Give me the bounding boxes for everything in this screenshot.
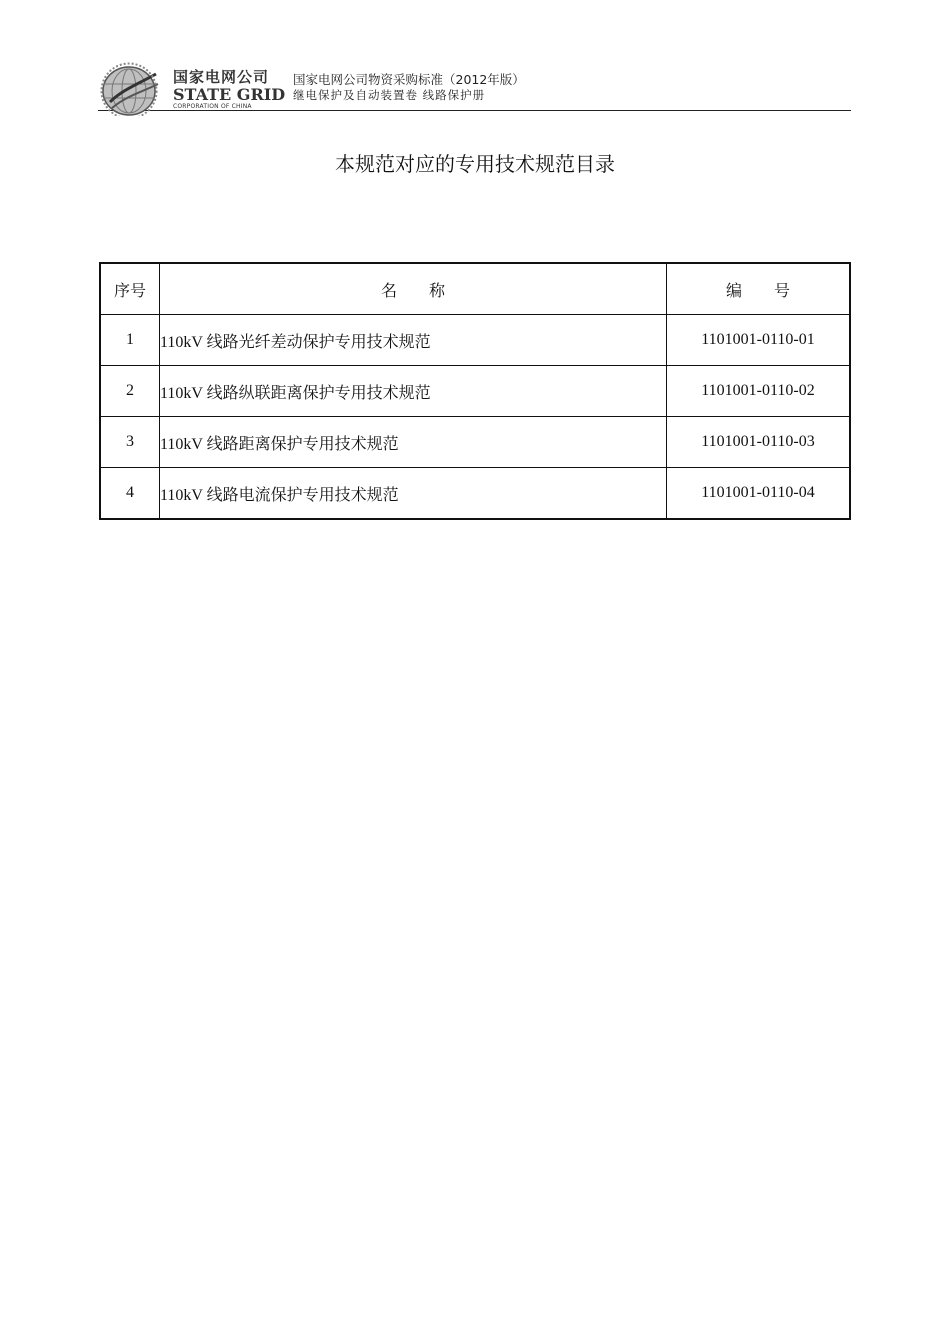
document-title: 本规范对应的专用技术规范目录 (335, 152, 615, 176)
state-grid-globe-logo (98, 62, 162, 116)
row-spec-code: 1101001-0110-04 (667, 468, 851, 520)
logo-english-name: STATE GRID (173, 85, 286, 104)
table-row (100, 366, 850, 417)
row-spec-name: 110kV 线路纵联距离保护专用技术规范 (160, 366, 667, 417)
logo-english-subtitle: CORPORATION OF CHINA (173, 103, 252, 110)
column-header-name-text: 名 称 (380, 282, 445, 300)
column-header-code (667, 263, 851, 315)
header-subtitle: 继电保护及自动装置卷 线路保护册 (293, 88, 486, 102)
header-title: 国家电网公司物资采购标准（2012年版） (293, 72, 525, 87)
spec-catalog-table (99, 262, 851, 520)
row-number: 3 (100, 417, 160, 468)
logo-chinese-name: 国家电网公司 (173, 68, 270, 86)
row-spec-code: 1101001-0110-01 (667, 315, 851, 366)
table-row (100, 417, 850, 468)
row-spec-name: 110kV 线路光纤差动保护专用技术规范 (160, 315, 667, 366)
table-header-row (100, 263, 850, 315)
row-spec-name: 110kV 线路电流保护专用技术规范 (160, 468, 667, 520)
row-spec-code: 1101001-0110-03 (667, 417, 851, 468)
row-number: 2 (100, 366, 160, 417)
table-row (100, 315, 850, 366)
row-number: 4 (100, 468, 160, 520)
row-number: 1 (100, 315, 160, 366)
column-header-name (160, 263, 667, 315)
column-header-no: 序号 (100, 263, 160, 315)
row-spec-code: 1101001-0110-02 (667, 366, 851, 417)
row-spec-name: 110kV 线路距离保护专用技术规范 (160, 417, 667, 468)
table-row (100, 468, 850, 520)
column-header-code-text: 编 号 (725, 282, 790, 300)
page-header (98, 60, 851, 111)
